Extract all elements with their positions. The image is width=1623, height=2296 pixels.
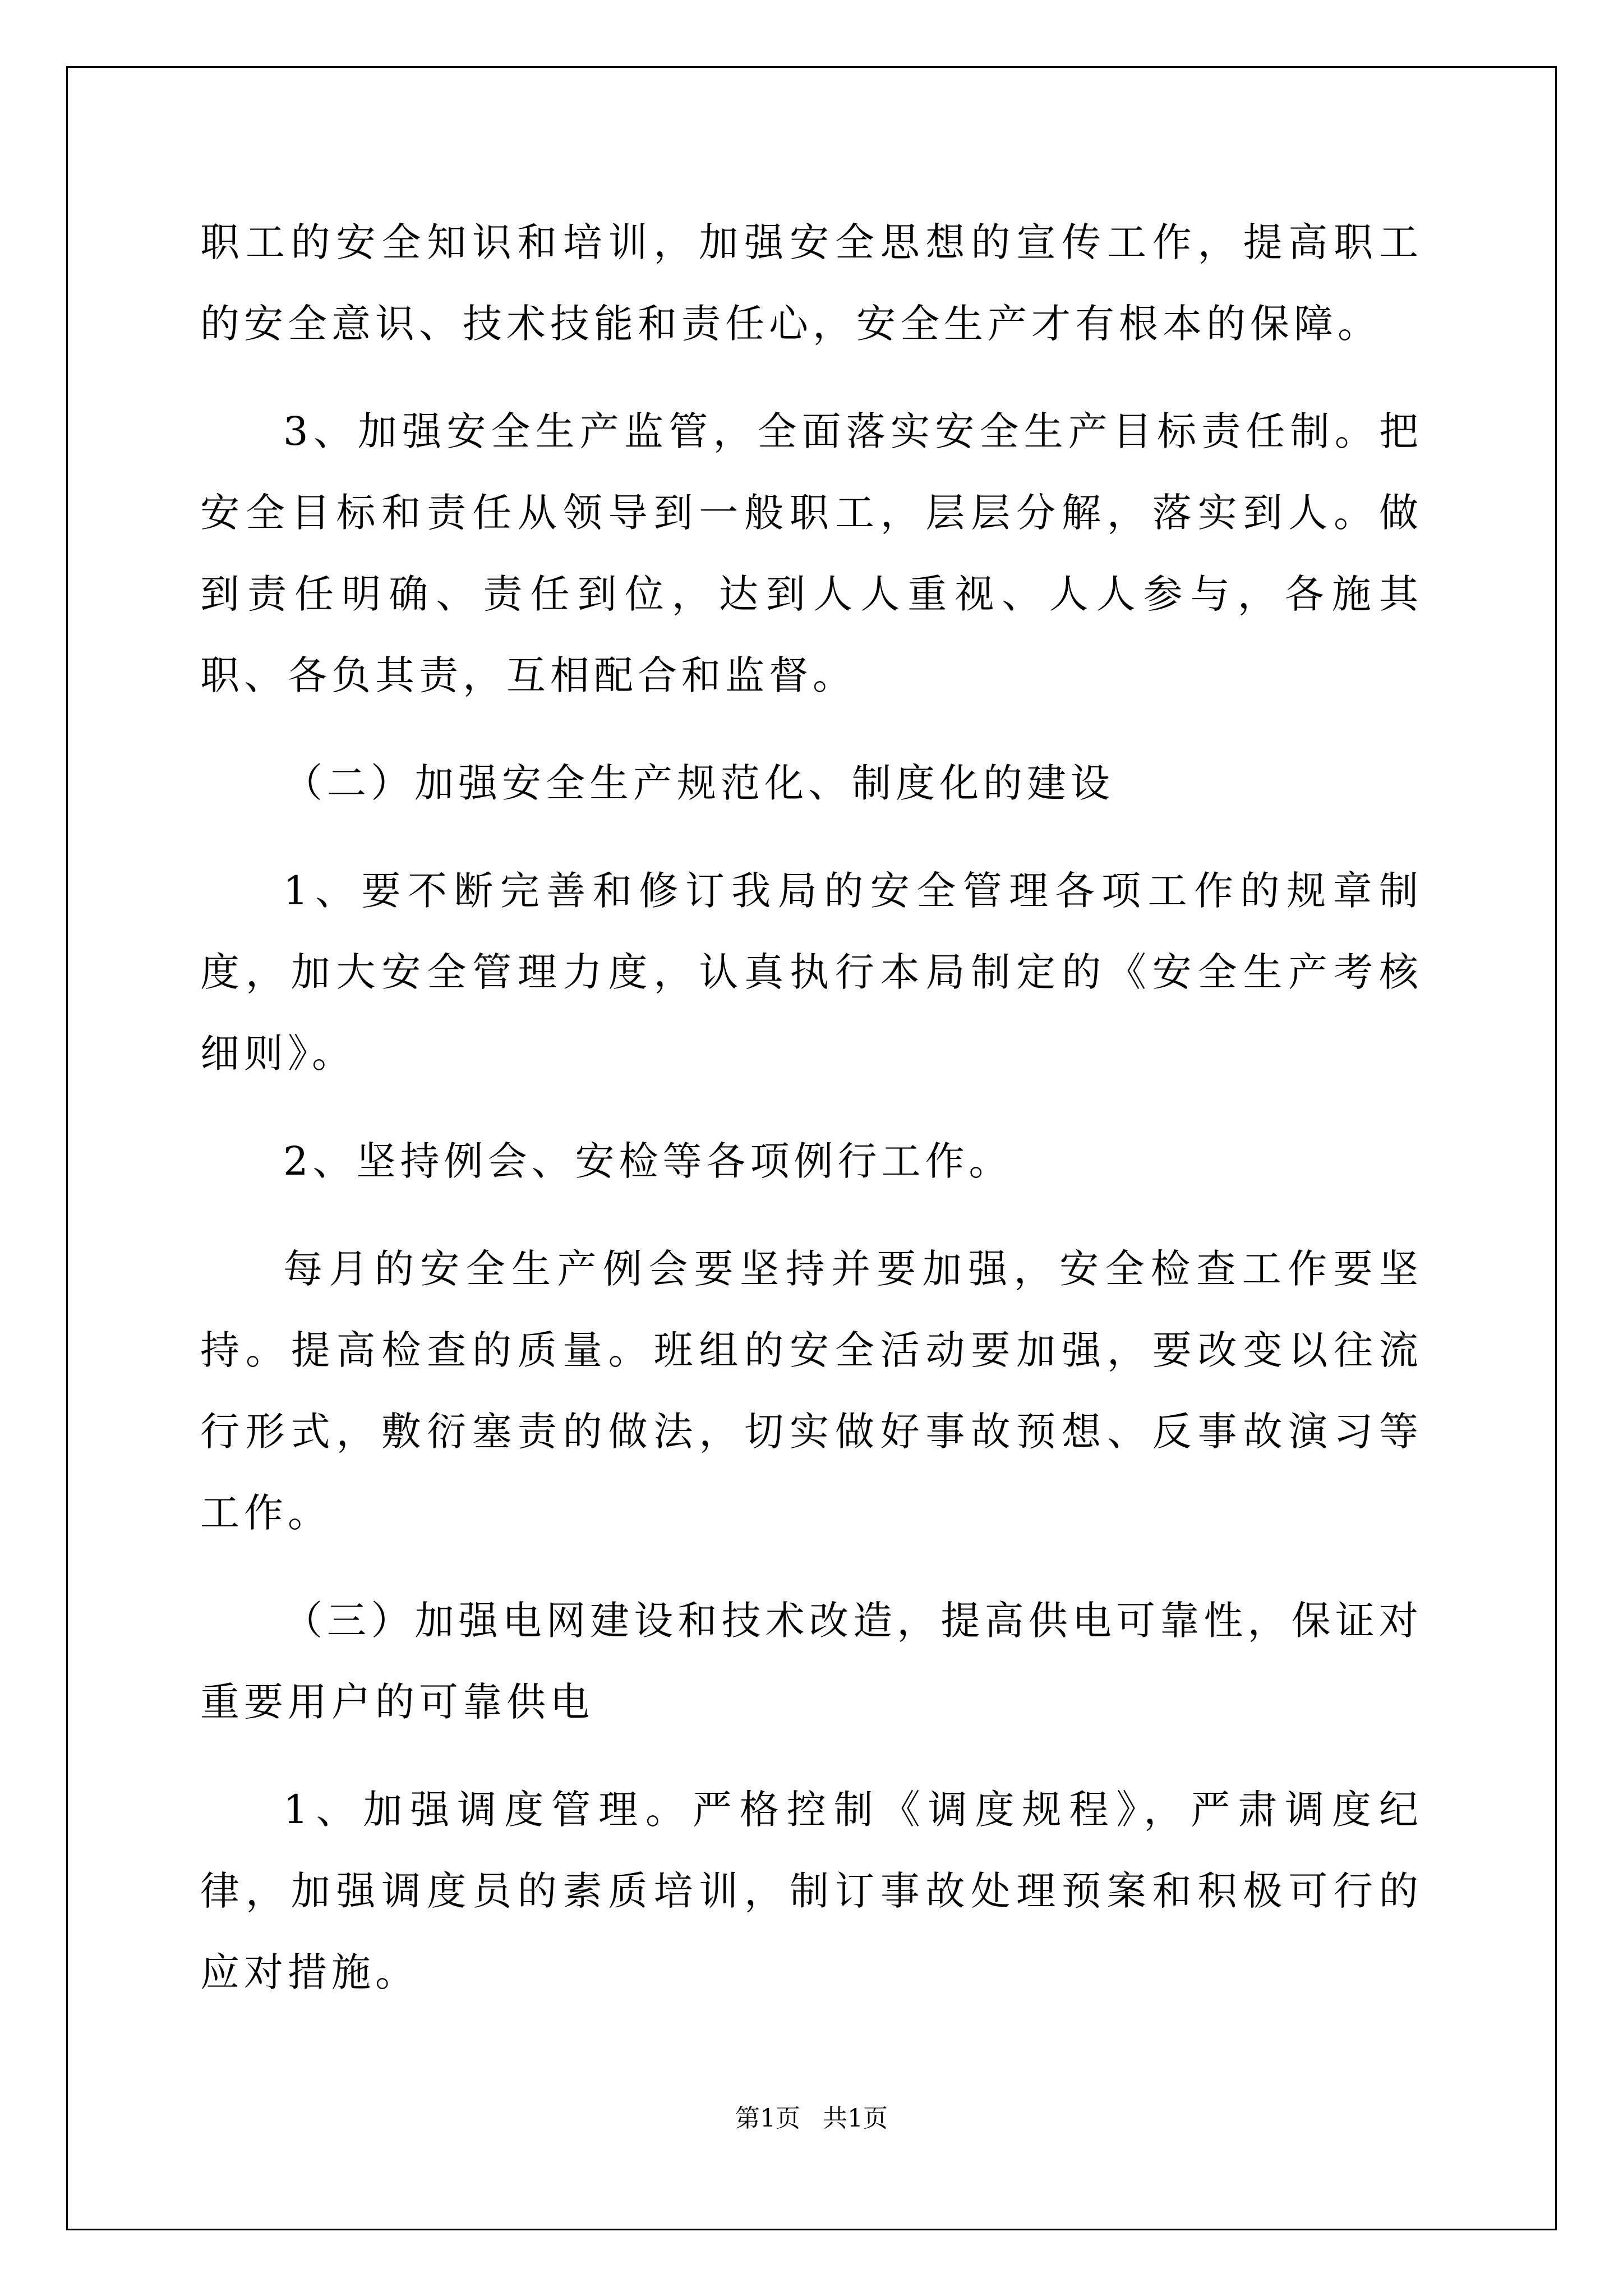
paragraph-4: 2、坚持例会、安检等各项例行工作。 xyxy=(283,1138,1013,1184)
paragraph-2: 3、加强安全生产监管，全面落实安全生产目标责任制。把安全目标和责任从领导到一般职工，层层分解，落实到人。做到责任明确、责任到位，达到人人重视、人人参与，各施其职、各负其责，互相配合和监督。 xyxy=(200,408,1423,698)
paragraph-1: 职工的安全知识和培训，加强安全思想的宣传工作，提高职工的安全意识、技术技能和责任心，安全生产才有根本的保障。 xyxy=(200,219,1423,347)
document-body xyxy=(200,202,1423,2040)
paragraph-5: 每月的安全生产例会要坚持并要加强，安全检查工作要坚持。提高检查的质量。班组的安全活动要加强，要改变以往流行形式，敷衍塞责的做法，切实做好事故预想、反事故演习等工作。 xyxy=(200,1246,1423,1536)
page-total: 共1页 xyxy=(823,2104,888,2133)
section-heading-3: （三）加强电网建设和技术改造，提高供电可靠性，保证对重要用户的可靠供电 xyxy=(200,1598,1423,1725)
page-footer xyxy=(0,2098,1623,2134)
page-number: 第1页 xyxy=(735,2104,800,2133)
paragraph-6: 1、加强调度管理。严格控制《调度规程》，严肃调度纪律，加强调度员的素质培训，制订事故处理预案和积极可行的应对措施。 xyxy=(200,1787,1423,1995)
section-heading-2: （二）加强安全生产规范化、制度化的建设 xyxy=(283,760,1114,806)
paragraph-3: 1、要不断完善和修订我局的安全管理各项工作的规章制度，加大安全管理力度，认真执行本局制定的《安全生产考核细则》。 xyxy=(200,868,1423,1076)
